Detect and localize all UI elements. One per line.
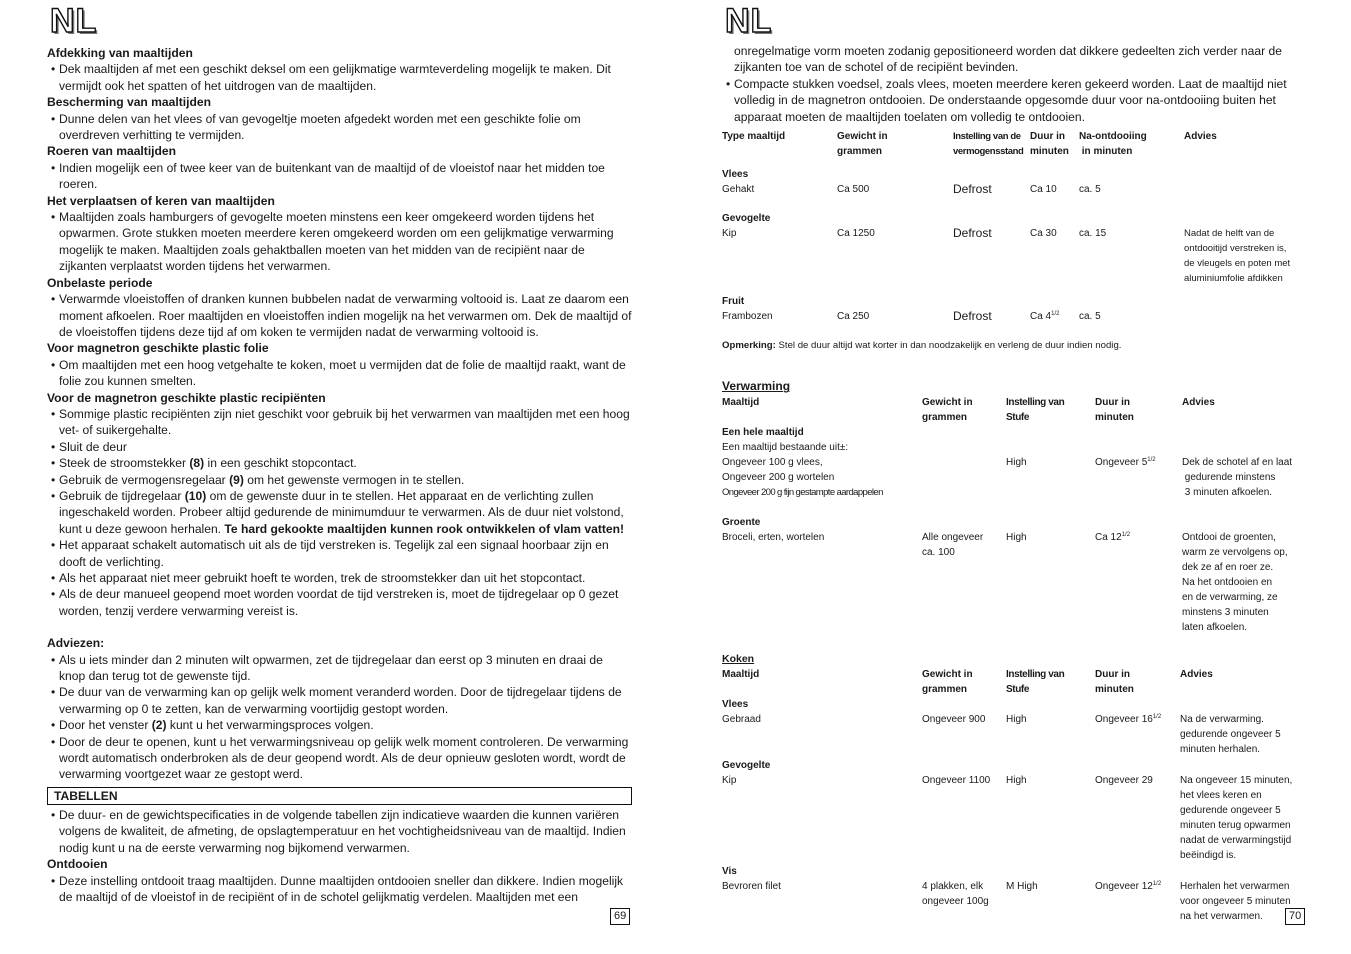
col-header-advice: Advies bbox=[1184, 131, 1217, 143]
section-heading: Voor de magnetron geschikte plastic recipiënten bbox=[47, 390, 326, 405]
bullet-item: • Dunne delen van het vlees of van gevogeltje moeten afgedekt worden met een geschikte folie om overdreven verhitting te vermijden. bbox=[47, 111, 632, 144]
bullet-item: • Deze instelling ontdooit traag maaltijden. Dunne maaltijden ontdooien sneller dan dikkere. Indien mogelijk de maaltijd of de vloeistof in de recipiënt of in de schotel gelijkmatig verdelen. Maaltijden met een bbox=[47, 873, 632, 906]
category-row: Gevogelte bbox=[722, 760, 771, 772]
bullet-item: • Dek maaltijden af met een geschikt deksel om een gelijkmatige warmteverdeling mogelijk te maken. Dit vermijdt ook het spatten of het uitdrogen van de maaltijden. bbox=[47, 61, 632, 94]
bullet-item: • Sommige plastic recipiënten zijn niet geschikt voor gebruik bij het verwarmen van maaltijden met een hoog vet- of suikergehalte. bbox=[47, 406, 632, 439]
section-heading: Onbelaste periode bbox=[47, 275, 153, 290]
section-heading: Bescherming van maaltijden bbox=[47, 95, 211, 110]
col-header-post-defrost: Na-ontdooiing in minuten bbox=[1079, 131, 1147, 158]
bullet-item: • Maaltijden zoals hamburgers of gevogelte moeten minstens een keer omgekeerd worden tijdens het opwarmen. Grote stukken moeten meerdere keren omgekeerd worden om een gelijkmatige verwarming mogelijk te maken. Maaltijden zoals gehaktballen moeten van het midden van de recipiënt naar de zijkanten verplaatst worden tijdens het verwarmen. bbox=[47, 209, 632, 275]
bullet-item: • Sluit de deur bbox=[47, 439, 632, 455]
language-label: NL bbox=[725, 2, 773, 40]
bullet-item: • Indien mogelijk een of twee keer van de buitenkant van de maaltijd of de vloeistof naar het midden toe roeren. bbox=[47, 160, 632, 193]
section-title-heating: Verwarming bbox=[722, 379, 791, 394]
table-row: Gebraad Ongeveer 900 High Ongeveer $16^{1/2}$ Na de verwarming. gedurende ongeveer 5 minuten herhalen. bbox=[722, 714, 1281, 756]
category-row: Gevogelte bbox=[722, 213, 771, 225]
page-69 bbox=[0, 0, 660, 954]
bullet-item: • Als het apparaat niet meer gebruikt hoeft te worden, trek de stroomstekker dan uit het stopcontact. bbox=[47, 570, 632, 586]
bullet-item: • Door het venster (2) kunt u het verwarmingsproces volgen. bbox=[47, 717, 632, 733]
bullet-item: • Verwarmde vloeistoffen of dranken kunnen bubbelen nadat de verwarming voltooid is. Laat ze daarom een moment afkoelen. Roer maaltijden en vloeistoffen indien mogelijk na het verwarmen om. Dek de maaltijd of de vloeistoffen tijdens deze tijd af om koken te vermijden nadat de verwarming voltooid is. bbox=[47, 291, 632, 340]
bullet-item: • De duur- en de gewichtspecificaties in de volgende tabellen zijn indicatieve waarden die kunnen variëren volgens de kwaliteit, de afmeting, de opslagtemperatuur en het vochtigheidsniveau van de maaltijd. Indien nodig kunt u na de eerste verwarming nog bijkomend verwarmen. bbox=[47, 807, 632, 856]
bullet-item: • Als de deur manueel geopend moet worden voordat de tijd verstreken is, moet de tijdregelaar op 0 gezet worden, tenzij verdere verwarming vereist is. bbox=[47, 586, 632, 619]
intro-bullet: • Compacte stukken voedsel, zoals vlees, moeten meerdere keren gekeerd worden. Laat de maaltijd niet volledig in de magnetron ontdooien. De onderstaande opgesomde duur voor na-ontdooiing buiten het apparaat moeten de maaltijden toelaten om volledig te ontdooien. bbox=[722, 76, 1306, 125]
tables-heading-box: TABELLEN bbox=[47, 787, 632, 805]
language-label: NL bbox=[50, 2, 98, 40]
intro-continuation: onregelmatige vorm moeten zodanig gepositioneerd worden dat dikkere gedeelten zich verder naar de zijkanten toe van de schotel of de recipiënt bevinden. bbox=[734, 44, 1282, 75]
bullet-item: • Als u iets minder dan 2 minuten wilt opwarmen, zet de tijdregelaar dan eerst op 3 minuten en draai de knop dan terug tot de gewenste tijd. bbox=[47, 652, 632, 685]
bullet-item: • Gebruik de vermogensregelaar (9) om het gewenste vermogen in te stellen. bbox=[47, 472, 632, 488]
section-heading: Roeren van maaltijden bbox=[47, 144, 177, 159]
category-row: Een hele maaltijd bbox=[722, 426, 804, 438]
table-row: Gehakt Ca 500 Defrost Ca 10 ca. 5 bbox=[722, 182, 1101, 197]
spacer bbox=[47, 619, 632, 635]
table-row: Een maaltijd bestaande uit±: Ongeveer 100 g vlees, Ongeveer 200 g wortelen Ongeveer 200 g fijn gestampte aardappelen High Ongeveer $5^{1/2}$ Dek de schotel af en laat gedurende minstens 3 minuten afkoelen. bbox=[722, 441, 1293, 498]
section-heading: Adviezen: bbox=[47, 636, 105, 651]
page-number: 69 bbox=[610, 908, 630, 925]
heating-table bbox=[722, 395, 1306, 635]
category-row: Fruit bbox=[722, 296, 745, 308]
category-row: Vlees bbox=[722, 699, 749, 711]
col-header-setting: Instelling van de vermogensstand bbox=[953, 131, 1024, 158]
advice-cell: Nadat de helft van de ontdooitijd verstreken is, de vleugels en poten met aluminiumfolie afdikken bbox=[1184, 228, 1291, 285]
category-row: Groente bbox=[722, 516, 761, 528]
table-row: Kip Ongeveer 1100 High Ongeveer 29 Na ongeveer 15 minuten, het vlees keren en gedurende ongeveer 5 minuten terug opwarmen nadat de verwarmingstijd beëindigd is. bbox=[722, 775, 1293, 862]
remark-note: Opmerking: Stel de duur altijd wat korter in dan noodzakelijk en verleng de duur indien nodig. bbox=[722, 340, 1122, 352]
bullet-item: • De duur van de verwarming kan op gelijk welk moment veranderd worden. Door de tijdregelaar tijdens de verwarming op 0 te zetten, kan de verwarming voortijdig gestopt worden. bbox=[47, 684, 632, 717]
section-heading: Het verplaatsen of keren van maaltijden bbox=[47, 193, 275, 208]
category-row: Vlees bbox=[722, 169, 749, 181]
bullet-item: • Door de deur te openen, kunt u het verwarmingsniveau op gelijk welk moment controleren. De verwarming wordt automatisch onderbroken als de deur geopend wordt. Als de deur opnieuw gesloten wordt, wordt de verwarming voortgezet waar ze gestopt werd. bbox=[47, 734, 632, 783]
table-header-row: Maaltijd Gewicht in grammen Instelling van Stufe Duur in minuten Advies bbox=[722, 669, 1213, 696]
page-number: 70 bbox=[1285, 908, 1305, 925]
col-header-weight: Gewicht in grammen bbox=[837, 131, 888, 158]
bullet-item: • Om maaltijden met een hoog vetgehalte te koken, moet u vermijden dat de folie de maaltijd raakt, want de folie zou kunnen smelten. bbox=[47, 357, 632, 390]
section-heading: Ontdooien bbox=[47, 857, 108, 872]
bullet-item: • Steek de stroomstekker (8) in een geschikt stopcontact. bbox=[47, 455, 632, 471]
section-heading: Afdekking van maaltijden bbox=[47, 46, 193, 60]
table-row: Kip Ca 1250 Defrost Ca 30 ca. 15 Nadat de helft van de ontdooitijd verstreken is, de vleugels en poten met aluminiumfolie afdikken bbox=[722, 226, 1306, 286]
table-header-row bbox=[722, 129, 1306, 159]
cooking-table bbox=[722, 667, 1306, 924]
left-text-column bbox=[47, 45, 632, 905]
right-text-column bbox=[722, 43, 1306, 924]
table-row: Broceli, erten, wortelen Alle ongeveer ca. 100 High Ca $12^{1/2}$ Ontdooi de groenten, warm ze vervolgens op, dek ze af en roer ze. Na het ontdooien en en de verwarming, ze minstens 3 minuten laten afkoelen. bbox=[722, 531, 1288, 633]
bullet-item: • Het apparaat schakelt automatisch uit als de tijd verstreken is. Tegelijk zal een signaal hoorbaar zijn en dooft de verlichting. bbox=[47, 537, 632, 570]
defrost-table bbox=[722, 129, 1306, 324]
col-header-type: Type maaltijd bbox=[722, 131, 786, 143]
bullet-item: • Gebruik de tijdregelaar (10) om de gewenste duur in te stellen. Het apparaat en de verlichting zullen ingeschakeld worden. Probeer altijd gedurende de minimumduur te verwarmen. Als de duur niet volstond, kunt u deze gewoon herhalen. Te hard gekookte maaltijden kunnen rook ontwikkelen of vlam vatten! bbox=[47, 488, 632, 537]
category-row: Vis bbox=[722, 866, 737, 878]
table-row: Frambozen Ca 250 Defrost Ca $4^{1/2}$ ca. 5 bbox=[722, 309, 1101, 324]
table-header-row: Maaltijd Gewicht in grammen Instelling van Stufe Duur in minuten Advies bbox=[722, 396, 1215, 423]
table-row: Bevroren filet 4 plakken, elk ongeveer 100g M High Ongeveer $12^{1/2}$ Herhalen het verwarmen voor ongeveer 5 minuten na het verwarmen. bbox=[722, 881, 1291, 923]
col-header-duration: Duur in minuten bbox=[1030, 131, 1069, 158]
section-title-cooking: Koken bbox=[722, 652, 755, 665]
section-heading: Voor magnetron geschikte plastic folie bbox=[47, 341, 269, 356]
